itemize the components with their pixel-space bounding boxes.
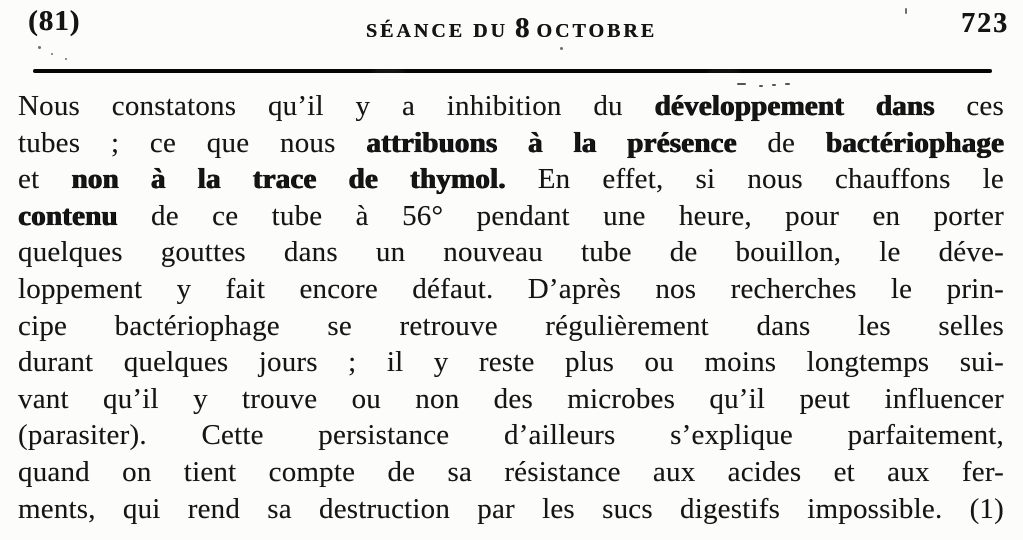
text-line: [18, 125, 1004, 162]
body-text-segment: loppement y fait encore défaut. D’après nos recherches le prin-: [18, 272, 1004, 305]
text-line: [18, 344, 1004, 381]
text-line: [18, 234, 1004, 271]
heavy-ink-text: contenu: [18, 199, 118, 232]
body-text-segment: quand on tient compte de sa résistance aux acides et aux fer-: [18, 455, 1004, 488]
column-reference: (81): [28, 5, 81, 37]
body-text-segment: En effet, si nous chauffons le: [505, 163, 1004, 196]
running-title-date-number: 8: [514, 12, 530, 44]
header-rule: [33, 69, 992, 73]
body-text: [18, 88, 1004, 527]
heavy-ink-text: développement dans: [654, 90, 935, 122]
ink-dash: [737, 83, 746, 85]
running-title-post: OCTOBRE: [536, 20, 658, 42]
heavy-ink-text: non à la trace de thymol.: [71, 163, 506, 196]
body-text-segment: cipe bactériophage se retrouve régulièrement dans les selles: [18, 309, 1004, 342]
ink-speck: [51, 53, 53, 55]
body-text-segment: quelques gouttes dans un nouveau tube de bouillon, le déve-: [18, 236, 1004, 269]
ink-speck: [65, 58, 67, 60]
body-text-segment: de: [736, 126, 826, 159]
text-line: [18, 88, 1004, 125]
ink-dash: [759, 85, 763, 87]
body-text-segment: (parasiter). Cette persistance d’ailleurs s’explique parfaitement,: [18, 419, 1004, 452]
page-number: 723: [961, 8, 1009, 39]
heavy-ink-text: attribuons à la présence: [366, 126, 737, 159]
ink-dash: [785, 83, 790, 85]
body-text-segment: Nous constatons qu’il y a inhibition du: [18, 90, 655, 122]
running-title: [0, 12, 1023, 45]
text-line: [18, 491, 1004, 528]
body-text-segment: de ce tube à 56° pendant une heure, pour en porter: [117, 199, 1004, 232]
body-text-segment: durant quelques jours ; il y reste plus ou moins longtemps sui-: [18, 346, 1004, 379]
ink-speck: [905, 8, 907, 14]
ink-dash: [772, 84, 776, 86]
text-line: [18, 198, 1004, 235]
text-line: [18, 381, 1004, 418]
running-title-pre: SÉANCE DU: [365, 20, 508, 42]
ink-speck: [38, 46, 41, 49]
text-line: [18, 454, 1004, 491]
heavy-ink-text: bactériophage: [825, 126, 1005, 159]
body-text-segment: ces: [934, 90, 1004, 122]
text-line: [18, 161, 1004, 198]
text-line: [18, 308, 1004, 345]
body-text-segment: tubes ; ce que nous: [18, 126, 367, 159]
body-text-segment: vant qu’il y trouve ou non des microbes qu’il peut influencer: [18, 382, 1004, 415]
text-line: [18, 271, 1004, 308]
ink-speck: [560, 47, 563, 50]
body-text-segment: ments, qui rend sa destruction par les sucs digestifs impossible. (1): [18, 492, 1004, 525]
text-line: [18, 417, 1004, 454]
body-text-segment: et: [18, 163, 72, 196]
